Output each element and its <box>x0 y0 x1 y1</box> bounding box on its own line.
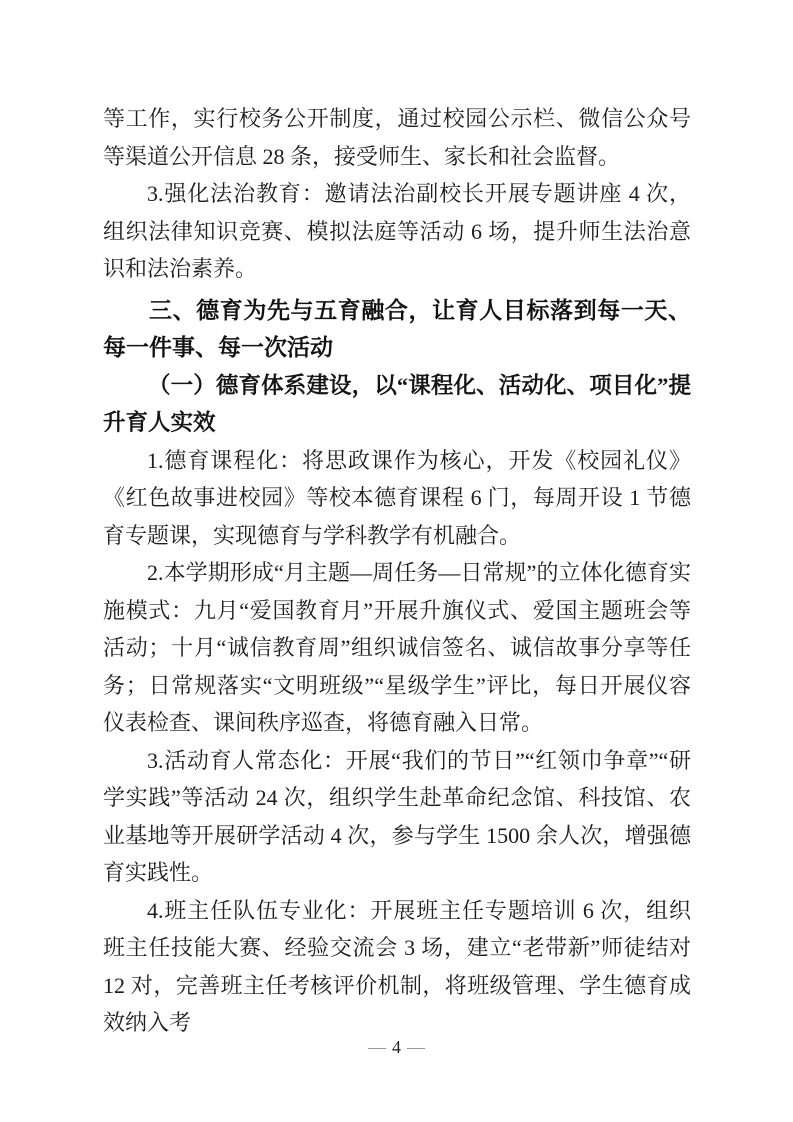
page-number: 4 <box>392 1037 401 1057</box>
paragraph: 1.德育课程化：将思政课作为核心，开发《校园礼仪》《红色故事进校园》等校本德育课程 6 门，每周开设 1 节德育专题课，实现德育与学科教学有机融合。 <box>103 447 691 548</box>
section-heading: 三、德育为先与五育融合，让育人目标落到每一天、每一件事、每一次活动 <box>103 296 691 360</box>
footer-left-dash: — <box>368 1037 386 1057</box>
page-footer <box>0 1036 793 1058</box>
paragraph: 3.强化法治教育：邀请法治副校长开展专题讲座 4 次，组织法律知识竞赛、模拟法庭等活动 6 场，提升师生法治意识和法治素养。 <box>103 181 691 281</box>
paragraph: 3.活动育人常态化：开展“我们的节日”“红领巾争章”“研学实践”等活动 24 次，组织学生赴革命纪念馆、科技馆、农业基地等开展研学活动 4 次，参与学生 1500 余人次，增强德育实践性。 <box>103 747 691 885</box>
paragraph: 2.本学期形成“月主题—周任务—日常规”的立体化德育实施模式：九月“爱国教育月”开展升旗仪式、爱国主题班会等活动；十月“诚信教育周”组织诚信签名、诚信故事分享等任务；日常规落实“文明班级”“星级学生”评比，每日开展仪容仪表检查、课间秩序巡查，将德育融入日常。 <box>103 560 691 735</box>
paragraph-continued: 等工作，实行校务公开制度，通过校园公示栏、微信公众号等渠道公开信息 28 条，接受师生、家长和社会监督。 <box>103 106 691 169</box>
footer-right-dash: — <box>407 1037 425 1057</box>
page-body-text <box>103 100 691 1042</box>
subsection-heading: （一）德育体系建设，以“课程化、活动化、项目化”提升育人实效 <box>103 372 691 435</box>
paragraph: 4.班主任队伍专业化：开展班主任专题培训 6 次，组织班主任技能大赛、经验交流会 3 场，建立“老带新”师徒结对 12 对，完善班主任考核评价机制，将班级管理、学生德育成效纳入考 <box>103 897 691 1035</box>
